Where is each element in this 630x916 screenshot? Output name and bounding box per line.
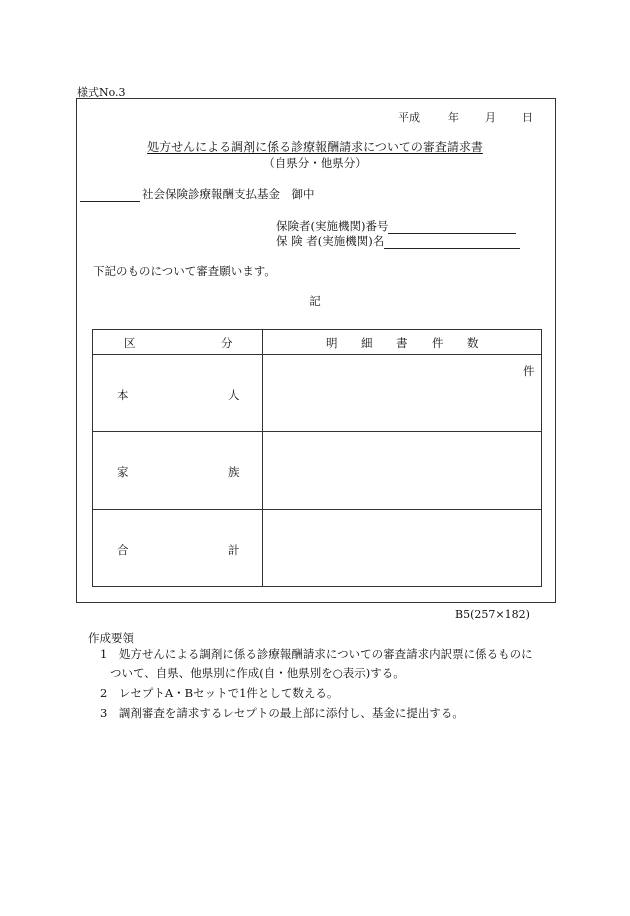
note-item	[100, 685, 338, 701]
note-number: 3	[100, 706, 108, 720]
request-text: 下記のものについて審査願います。	[93, 264, 276, 278]
ki-mark: 記	[309, 294, 321, 308]
row-label-right: 族	[228, 465, 240, 479]
document-title-wrap	[0, 138, 630, 155]
document-subtitle: （自県分・他県分）	[263, 156, 367, 170]
header-count-char: 書	[396, 336, 408, 350]
insurer-name-label: 保 険 者(実施機関)名	[276, 234, 385, 248]
row-label-left: 合	[117, 543, 129, 557]
unit-label: 件	[523, 364, 535, 378]
insurer-name-line	[276, 233, 520, 249]
notes-heading: 作成要領	[88, 631, 134, 645]
note-number: 2	[100, 686, 108, 700]
header-count-char: 細	[361, 336, 373, 350]
header-category-char: 区	[124, 336, 136, 350]
date-month-unit: 月	[485, 111, 496, 124]
note-text: 処方せんによる調剤に係る診療報酬請求についての審査請求内訳票に係るものに	[118, 647, 533, 661]
note-text: レセプトA・Bセットで1件として数える。	[118, 686, 339, 700]
note-number: 1	[100, 647, 108, 661]
addressee-line	[80, 186, 315, 202]
addressee-text: 社会保険診療報酬支払基金 御中	[142, 187, 315, 201]
paper-size: B5(257×182)	[455, 608, 530, 621]
note-continuation: ついて、自県、他県別に作成(自・他県別を○表示)する。	[110, 666, 405, 680]
row-label-left: 本	[117, 388, 129, 402]
header-category-char: 分	[221, 336, 233, 350]
date-year-unit: 年	[448, 111, 459, 124]
insurer-number-line	[276, 218, 516, 234]
row-label-right: 人	[228, 388, 240, 402]
insurer-number-label: 保険者(実施機関)番号	[276, 219, 389, 233]
date-era: 平成	[398, 111, 420, 124]
date-line	[398, 109, 533, 125]
row-label-right: 計	[228, 543, 240, 557]
note-text: 調剤審査を請求するレセプトの最上部に添付し、基金に提出する。	[118, 706, 464, 720]
table-row-divider	[93, 509, 541, 510]
table-column-divider	[262, 330, 263, 586]
count-table	[92, 329, 542, 587]
header-count-char: 明	[326, 336, 338, 350]
table-header-divider	[93, 354, 541, 355]
note-item	[100, 646, 533, 662]
document-title: 処方せんによる調剤に係る診療報酬請求についての審査請求書	[147, 140, 483, 154]
note-item	[100, 705, 464, 721]
date-day-unit: 日	[522, 111, 533, 124]
table-row-divider	[93, 431, 541, 432]
addressee-blank-line	[80, 189, 140, 202]
form-number: 様式No.3	[77, 86, 126, 99]
row-label-left: 家	[117, 465, 129, 479]
header-count-char: 数	[467, 336, 479, 350]
insurer-name-blank	[384, 236, 520, 249]
header-count-char: 件	[432, 336, 444, 350]
